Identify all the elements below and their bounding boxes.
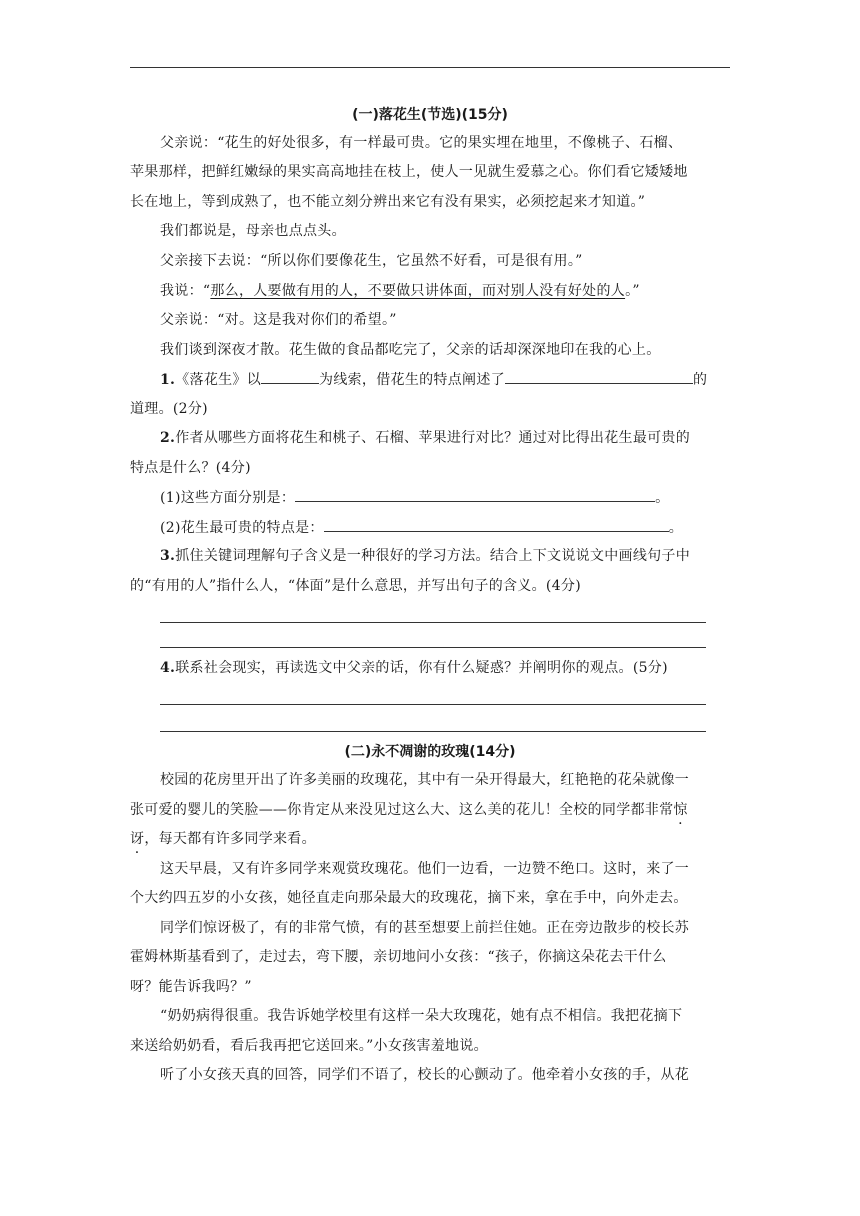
q1-blank-2[interactable] xyxy=(505,369,693,384)
s2-p3-line3: 呀？能告诉我吗？” xyxy=(130,979,252,995)
s1-p6: 我们谈到深夜才散。花生做的食品都吃完了，父亲的话却深深地印在我的心上。 xyxy=(160,342,661,358)
emphasis-dot-char-2: 讶 xyxy=(130,831,145,847)
s1-p2: 我们都说是，母亲也点点头。 xyxy=(160,223,346,239)
q4-number: 4. xyxy=(160,660,176,676)
question-3 xyxy=(160,546,730,566)
q3-answer-line-2[interactable] xyxy=(160,647,706,648)
s2-p3-line2: 霍姆林斯基看到了，走过去，弯下腰，亲切地问小女孩：“孩子，你摘这朵花去干什么 xyxy=(130,949,667,965)
q2-sub1-label: (1)这些方面分别是： xyxy=(160,490,296,506)
s2-p5-line1: 听了小女孩天真的回答，同学们不语了，校长的心颤动了。他牵着小女孩的手，从花 xyxy=(160,1067,690,1083)
q1-number: 1. xyxy=(160,372,176,388)
q4-line1: 联系社会现实，再读选文中父亲的话，你有什么疑惑？并阐明你的观点。(5分) xyxy=(175,660,668,676)
s2-p2-line2: 个大约四五岁的小女孩，她径直走向那朵最大的玫瑰花，摘下来，拿在手中，向外走去。 xyxy=(130,890,688,906)
q3-line2: 的“有用的人”指什么人，“体面”是什么意思，并写出句子的含义。(4分) xyxy=(130,578,581,594)
q1-line2: 道理。(2分) xyxy=(130,401,208,417)
s2-p4-line2: 来送给奶奶看，看后我再把它送回来。”小女孩害羞地说。 xyxy=(130,1038,488,1054)
emphasis-dot-char-1: 惊 xyxy=(673,802,688,818)
section2-title: (二)永不凋谢的玫瑰(14分) xyxy=(344,744,516,760)
q1-text-a: 《落花生》以 xyxy=(175,372,262,388)
q3-line1: 抓住关键词理解句子含义是一种很好的学习方法。结合上下文说说文中画线句子中 xyxy=(175,548,691,564)
q2-line1: 作者从哪些方面将花生和桃子、石榴、苹果进行对比？通过对比得出花生最可贵的 xyxy=(175,430,691,446)
q2-sub2 xyxy=(160,517,730,538)
q2-number: 2. xyxy=(160,430,176,446)
q2-sub2-blank[interactable] xyxy=(324,517,669,532)
s1-p5: 父亲说：“对。这是我对你们的希望。” xyxy=(160,312,397,328)
s1-p1-line1: 父亲说：“花生的好处很多，有一样最可贵。它的果实埋在地里，不像桃子、石榴、 xyxy=(160,135,683,151)
q2-sub2-end: 。 xyxy=(668,520,684,536)
s2-p1-line3-text: ，每天都有许多同学来看。 xyxy=(144,831,316,847)
q3-number: 3. xyxy=(160,548,176,564)
q2-sub2-label: (2)花生最可贵的特点是： xyxy=(160,520,324,536)
underlined-sentence: 那么，人要做有用的人，不要做只讲体面，而对别人没有好处的人 xyxy=(210,283,626,299)
q4-answer-line-1[interactable] xyxy=(160,704,706,705)
s2-p1-line2 xyxy=(130,800,730,820)
s2-p1-line1: 校园的花房里开出了许多美丽的玫瑰花，其中有一朵开得最大，红艳艳的花朵就像一 xyxy=(160,772,690,788)
q1-blank-1[interactable] xyxy=(261,369,319,384)
s2-p1-line3 xyxy=(130,829,730,849)
section1-title: (一)落花生(节选)(15分) xyxy=(352,107,508,123)
q2-sub1-blank[interactable] xyxy=(295,487,655,502)
q4-answer-line-2[interactable] xyxy=(160,731,706,732)
s1-p4-suffix: 。” xyxy=(625,283,640,299)
q2-sub1-end: 。 xyxy=(655,490,670,506)
question-2 xyxy=(160,428,730,448)
question-4 xyxy=(160,658,730,678)
q1-text-b: 为线索，借花生的特点阐述了 xyxy=(319,372,505,388)
s2-p3-line1: 同学们惊讶极了，有的非常气愤，有的甚至想要上前拦住她。正在旁边散步的校长苏 xyxy=(160,920,690,936)
q2-line2: 特点是什么？(4分) xyxy=(130,460,251,476)
q3-answer-line-1[interactable] xyxy=(160,622,706,623)
q1-text-c: 的 xyxy=(692,372,708,388)
s1-p4 xyxy=(160,281,730,301)
s2-p2-line1: 这天早晨，又有许多同学来观赏玫瑰花。他们一边看，一边赞不绝口。这时，来了一 xyxy=(160,861,690,877)
s1-p1-line2: 苹果那样，把鲜红嫩绿的果实高高地挂在枝上，使人一见就生爱慕之心。你们看它矮矮地 xyxy=(130,164,688,180)
header-rule xyxy=(130,67,730,68)
s1-p3: 父亲接下去说：“所以你们要像花生，它虽然不好看，可是很有用。” xyxy=(160,253,583,269)
s2-p4-line1: “奶奶病得很重。我告诉她学校里有这样一朵大玫瑰花，她有点不相信。我把花摘下 xyxy=(160,1008,683,1024)
s1-p4-prefix: 我说：“ xyxy=(160,283,211,299)
q2-sub1 xyxy=(160,487,730,508)
question-1 xyxy=(160,369,730,390)
s1-p1-line3: 长在地上，等到成熟了，也不能立刻分辨出来它有没有果实，必须挖起来才知道。” xyxy=(130,194,646,210)
s2-p1-line2-text: 张可爱的婴儿的笑脸——你肯定从来没见过这么大、这么美的花儿！全校的同学都非常 xyxy=(130,802,674,818)
